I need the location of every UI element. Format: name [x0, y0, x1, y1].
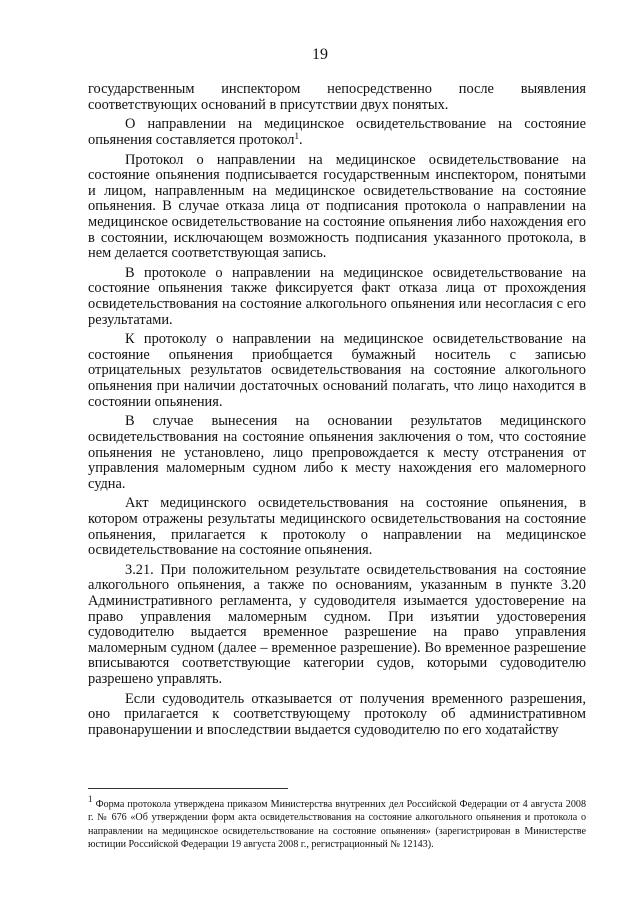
paragraph: В протоколе о направлении на медицинское освидетельствование на состояние опьянения также фиксируется факт отказа лица от прохождения освидетельствования на состояние алкогольного опьянения или несогласия с его результатами. [88, 264, 586, 328]
paragraph-section-3-21: 3.21. При положительном результате освидетельствования на состояние алкогольного опьянения, а также по основаниям, указанным в пункте 3.20 Административного регламента, у судоводителя изымается удостоверение на право управления маломерным судном. При изъятии удостоверения судоводителю выдается временное разрешение на право управления маломерным судном (далее – временное разрешение). Во временное разрешение вписываются соответствующие категории судов, которыми судоводителю разрешено управлять. [88, 561, 586, 688]
paragraph: Протокол о направлении на медицинское освидетельствование на состояние опьянения подписывается государственным инспектором, понятыми и лицом, направленным на медицинское освидетельствование на состояние опьянения. В случае отказа лица от подписания протокола о направлении на медицинское освидетельствование на состояние опьянения либо нахождения его в состоянии, исключающем возможность подписания указанного протокола, в нем делается соответствующая запись. [88, 151, 586, 262]
page-number: 19 [312, 46, 328, 63]
footnote-separator [88, 788, 288, 789]
footnote-marker: 1 [88, 794, 93, 804]
footnote [88, 794, 586, 851]
body-text [88, 82, 586, 743]
paragraph: Акт медицинского освидетельствования на состояние опьянения, в котором отражены результаты медицинского освидетельствования на состояние опьянения, прилагается к протоколу о направлении на медицинское освидетельствование на состояние опьянения. [88, 495, 586, 559]
footnote-text: Форма протокола утверждена приказом Министерства внутренних дел Российской Федерации от 4 августа 2008 г. № 676 «Об утверждении форм акта освидетельствования на состояние алкогольного опьянения и протокола о направлении на медицинское освидетельствование на состояние опьянения» (зарегистрирован в Министерстве юстиции Российской Федерации 19 августа 2008 г., регистрационный № 12143). [88, 799, 586, 850]
footnote-reference: 1 [294, 130, 299, 141]
paragraph: государственным инспектором непосредственно после выявления соответствующих оснований в присутствии двух понятых. [88, 81, 586, 113]
paragraph-text: О направлении на медицинское освидетельствование на состояние опьянения составляется протокол [88, 116, 586, 148]
paragraph-with-footnote: О направлении на медицинское освидетельствование на состояние опьянения составляется протокол$^1$. [88, 116, 586, 148]
paragraph: К протоколу о направлении на медицинское освидетельствование на состояние опьянения приобщается бумажный носитель с записью отрицательных результатов освидетельствования на состояние алкогольного опьянения при наличии достаточных оснований полагать, что лицо находится в состоянии опьянения. [88, 331, 586, 410]
paragraph: Если судоводитель отказывается от получения временного разрешения, оно прилагается к соответствующему протоколу об административном правонарушении и впоследствии выдается судоводителю по его ходатайству [88, 690, 586, 738]
paragraph: В случае вынесения на основании результатов медицинского освидетельствования на состояние опьянения заключения о том, что состояние опьянения не установлено, лицо препровождается к месту отстранения от управления маломерным судном либо к месту нахождения его маломерного судна. [88, 413, 586, 492]
